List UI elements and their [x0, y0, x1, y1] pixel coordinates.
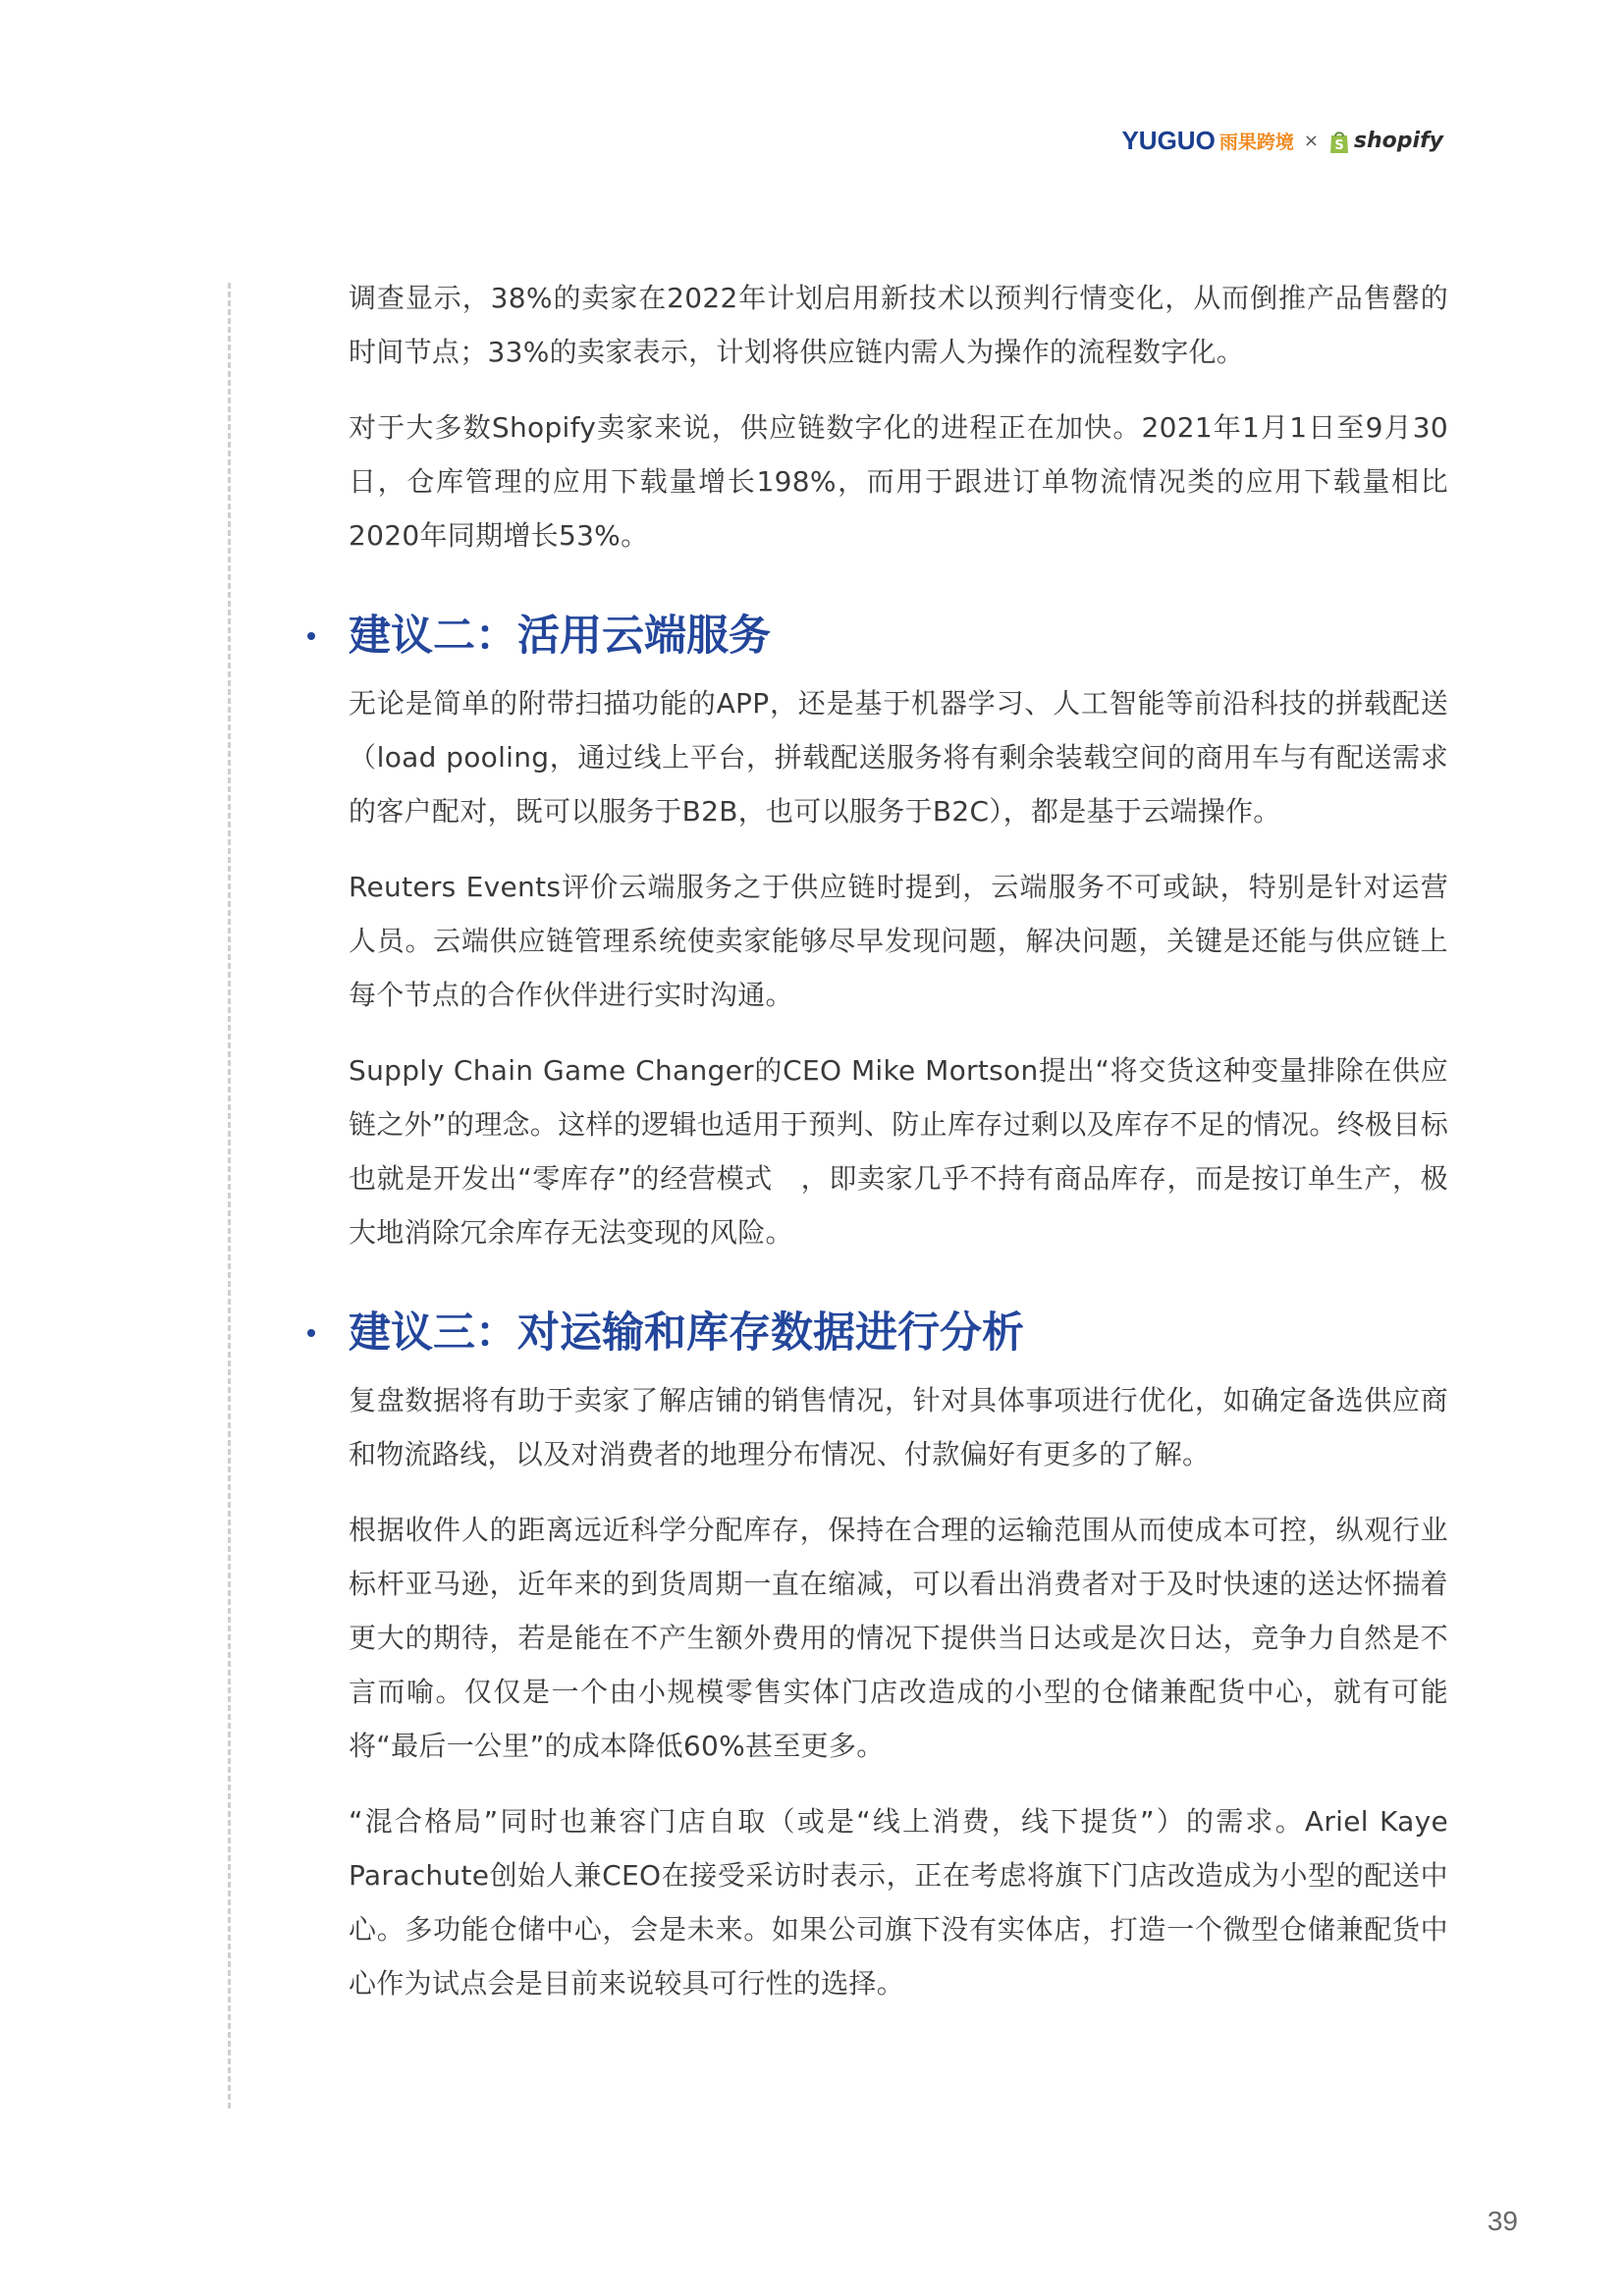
- shopify-bag-icon: [1328, 129, 1350, 154]
- paragraph: 对于大多数Shopify卖家来说，供应链数字化的进程正在加快。2021年1月1日至9月30日，仓库管理的应用下载量增长198%，而用于跟进订单物流情况类的应用下载量相比2020年同期增长53%。: [349, 411, 1448, 552]
- paragraph: Supply Chain Game Changer的CEO Mike Mortson提出“将交货这种变量排除在供应链之外”的理念。这样的逻辑也适用于预判、防止库存过剩以及库存不足的情况。终极目标也就是开发出“零库存”的经营模式 ，即卖家几乎不持有商品库存，而是按订单生产，极大地消除冗余库存无法变现的风险。: [349, 1054, 1448, 1249]
- yuguo-logo-cn: 雨果跨境: [1218, 132, 1294, 153]
- yuguo-logo: [1121, 126, 1293, 156]
- paragraph: Reuters Events评价云端服务之于供应链时提到，云端服务不可或缺，特别是针对运营人员。云端供应链管理系统使卖家能够尽早发现问题，解决问题，关键是还能与供应链上每个节点的合作伙伴进行实时沟通。: [349, 871, 1448, 1011]
- bullet-icon: [307, 632, 315, 640]
- svg-text:S: S: [1334, 137, 1344, 153]
- bullet-icon: [307, 1329, 315, 1337]
- section-heading-text: 建议三：对运输和库存数据进行分析: [349, 1308, 1024, 1358]
- header-logo: [1121, 126, 1443, 156]
- paragraph: 根据收件人的距离远近科学分配库存，保持在合理的运输范围从而使成本可控，纵观行业标杆亚马逊，近年来的到货周期一直在缩减，可以看出消费者对于及时快速的送达怀揣着更大的期待，若是能在不产生额外费用的情况下提供当日达或是次日达，竞争力自然是不言而喻。仅仅是一个由小规模零售实体门店改造成的小型的仓储兼配货中心，就有可能将“最后一公里”的成本降低60%甚至更多。: [349, 1514, 1448, 1762]
- shopify-logo: [1328, 129, 1443, 154]
- paragraph: 复盘数据将有助于卖家了解店铺的销售情况，针对具体事项进行优化，如确定备选供应商和物流路线，以及对消费者的地理分布情况、付款偏好有更多的了解。: [349, 1384, 1448, 1470]
- paragraph: “混合格局”同时也兼容门店自取（或是“线上消费，线下提货”）的需求。Ariel Kaye Parachute创始人兼CEO在接受采访时表示，正在考虑将旗下门店改造成为小型的配送中心。多功能仓储中心，会是未来。如果公司旗下没有实体店，打造一个微型仓储兼配货中心作为试点会是目前来说较具可行性的选择。: [349, 1805, 1448, 2000]
- shopify-logo-text: shopify: [1353, 129, 1443, 153]
- paragraph: 无论是简单的附带扫描功能的APP，还是基于机器学习、人工智能等前沿科技的拼载配送（load pooling，通过线上平台，拼载配送服务将有剩余装载空间的商用车与有配送需求的客户配对，既可以服务于B2B，也可以服务于B2C），都是基于云端操作。: [349, 687, 1448, 828]
- margin-dashed-line: [228, 283, 231, 2109]
- section-heading-3: [349, 1303, 1448, 1363]
- yuguo-logo-text: YUGUO: [1121, 126, 1216, 155]
- logo-separator: ×: [1303, 131, 1319, 151]
- section-heading-2: [349, 606, 1448, 667]
- main-content: [349, 271, 1448, 2032]
- section-heading-text: 建议二：活用云端服务: [349, 612, 771, 661]
- paragraph: 调查显示，38%的卖家在2022年计划启用新技术以预判行情变化，从而倒推产品售罄的时间节点；33%的卖家表示，计划将供应链内需人为操作的流程数字化。: [349, 282, 1448, 368]
- page-number: 39: [1487, 2206, 1518, 2236]
